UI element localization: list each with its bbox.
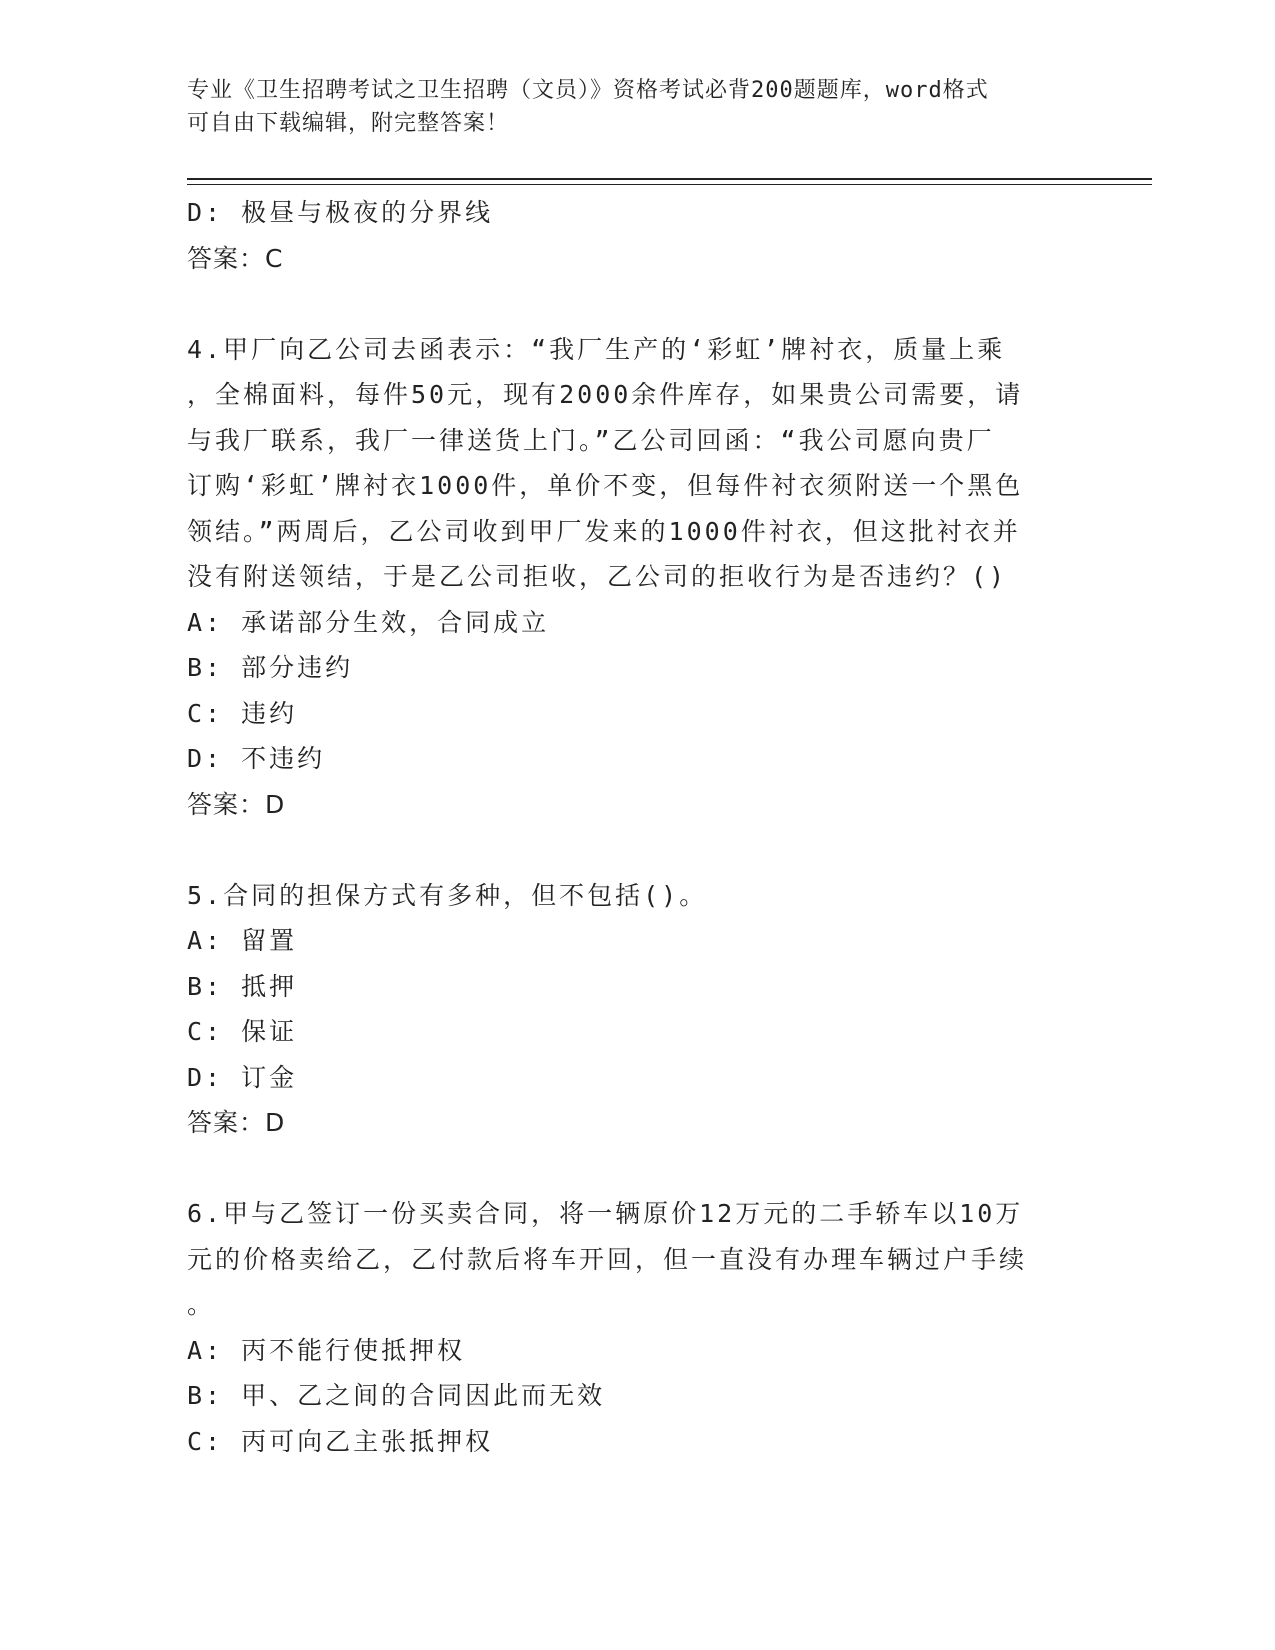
option-c: C: 违约 [187, 698, 298, 728]
question-text-line: 与我厂联系，我厂一律送货上门。”乙公司回函：“我公司愿向贵厂 [187, 425, 995, 455]
header-line-1: 专业《卫生招聘考试之卫生招聘（文员）》资格考试必背200题题库，word格式 [187, 78, 989, 103]
option-c: C: 保证 [187, 1017, 298, 1046]
header-divider-thick [187, 178, 1152, 180]
answer-line: 答案：C [187, 243, 284, 273]
spacer [187, 1146, 1087, 1192]
option-d: D: 不违约 [187, 744, 326, 773]
option-b: B: 抵押 [187, 971, 298, 1001]
option-b: B: 甲、乙之间的合同因此而无效 [187, 1381, 606, 1410]
question-text-line: ，全棉面料，每件50元，现有2000余件库存，如果贵公司需要，请 [187, 380, 1024, 409]
option-a: A: 留置 [187, 926, 298, 955]
question-text-line: 5.合同的担保方式有多种，但不包括()。 [187, 880, 708, 910]
question-3-tail [187, 190, 1087, 281]
option-d: D: 订金 [187, 1062, 298, 1092]
header-line-2: 可自由下载编辑，附完整答案！ [187, 111, 510, 136]
question-5 [187, 873, 1087, 1146]
header-divider-thin [187, 184, 1152, 185]
question-6 [187, 1191, 1087, 1464]
spacer [187, 281, 1087, 327]
answer-line: 答案：D [187, 789, 286, 819]
answer-line: 答案：D [187, 1108, 286, 1137]
question-text-line: 领结。”两周后，乙公司收到甲厂发来的1000件衬衣，但这批衬衣并 [187, 516, 1021, 546]
option-c: C: 丙可向乙主张抵押权 [187, 1426, 494, 1456]
question-text-line: 元的价格卖给乙，乙付款后将车开回，但一直没有办理车辆过户手续 [187, 1244, 1028, 1274]
question-4 [187, 327, 1087, 828]
question-text-line: 订购‘彩虹’牌衬衣1000件，单价不变，但每件衬衣须附送一个黑色 [187, 471, 1024, 500]
question-text-line: 。 [187, 1290, 216, 1319]
question-text-line: 6.甲与乙签订一份买卖合同，将一辆原价12万元的二手轿车以10万 [187, 1199, 1024, 1228]
document-body [187, 190, 1087, 1464]
option-d: D: 极昼与极夜的分界线 [187, 198, 494, 227]
question-text-line: 4.甲厂向乙公司去函表示：“我厂生产的‘彩虹’牌衬衣，质量上乘 [187, 334, 1006, 364]
option-a: A: 丙不能行使抵押权 [187, 1335, 466, 1365]
document-header [187, 74, 1087, 140]
option-a: A: 承诺部分生效，合同成立 [187, 607, 550, 637]
spacer [187, 827, 1087, 873]
question-text-line: 没有附送领结，于是乙公司拒收，乙公司的拒收行为是否违约？() [187, 562, 1008, 591]
option-b: B: 部分违约 [187, 653, 354, 682]
